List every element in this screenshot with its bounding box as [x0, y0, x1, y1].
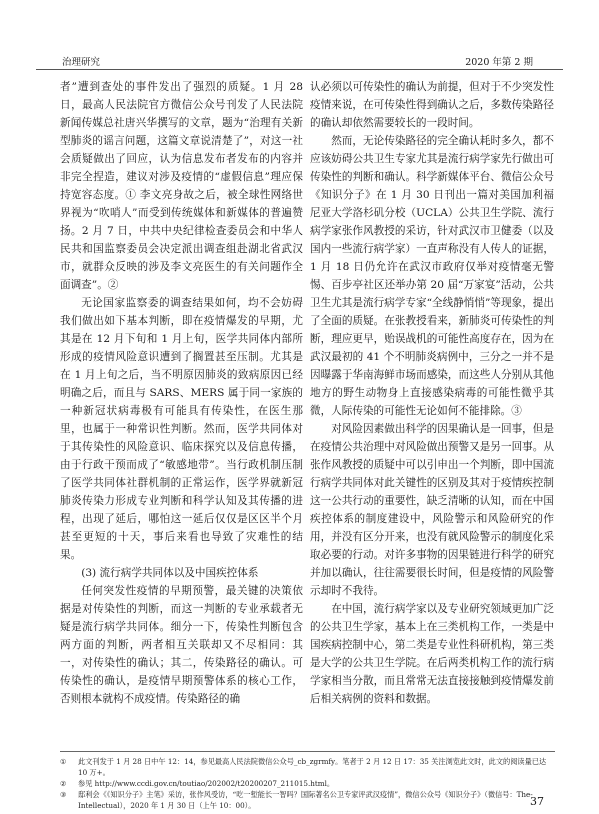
section-heading: (3) 流行病学共同体以及中国疾控体系 [81, 567, 259, 579]
paragraph: 对风险因素做出科学的因果确认是一回事，但是在疫情公共治理中对风险做出预警又是另一回事。从张作风教授的质疑中可以引申出一个判断，即中国流行病学共同体对此关键性的区别及其对于疫情疾控制这一公共行动的重要性，缺乏清晰的认知，而在中国疾控体系的制度建设中，风险警示和风险研究的作用，并没有区分开来，也没有就风险警示的制度化采取必要的行动。对许多事物的因果链进行科学的研究并加以确认，往往需要很长时间，但是疫情的风险警示却时不我待。 [310, 423, 554, 597]
right-column [310, 78, 554, 748]
footnote-text: 参见 http://www.ccdi.gov.cn/toutiao/202002/t20200207_211015.html。 [78, 779, 335, 788]
footnote-text: 此文刊发于 1 月 28 日中午 12：14，参见最高人民法院微信公众号_cb_zgrmfy。笔者于 2 月 12 日 17：35 关注浏览此文时，此文的阅读量已达 10 万+。 [78, 757, 547, 777]
footnote-2 [60, 778, 555, 789]
footnote-marker: ② [60, 779, 67, 788]
journal-name: 治理研究 [62, 57, 101, 68]
running-header [36, 51, 563, 70]
paragraph: 任何突发性疫情的早期预警，最关键的决策依据是对传染性的判断，而这一判断的专业承载者无疑是流行病学共同体。细分一下，传染性判断包含两方面的判断，两者相互关联却又不尽相同：其一，对传染性的确认；其二，传染路径的确认。可传染性的确认，是疫情早期预警体系的核心工作，否则根本就构不成疫情。传染路径的确 [60, 585, 303, 705]
paragraph: 在中国，流行病学家以及专业研究领域更加广泛的公共卫生学家，基本上在三类机构工作，一类是中国疾病控制中心，第二类是专业性科研机构，第三类是大学的公共卫生学院。在后两类机构工作的流行病学家相当分散，而且常常无法直接接触到疫情爆发前后相关病例的资料和数据。 [310, 603, 554, 705]
footnotes [60, 756, 555, 811]
footnote-1 [60, 756, 555, 778]
footnote-3 [60, 789, 555, 811]
footnote-text: 邸利会《《知识分子》主笔》采访，张作风受访，“吃一堑能长一智吗？国际著名公卫专家评武汉疫情”，微信公众号《知识分子》（微信号：The-Intellectual），2020 年 1 月 30 日（上午 10：00）。 [78, 790, 533, 810]
page-number: 37 [530, 795, 544, 808]
paragraph: 者”遭到查处的事件发出了强烈的质疑。1 月 28 日，最高人民法院官方微信公众号刊发了人民法院新闻传媒总社唐兴华撰写的文章，题为“治理有关新型肺炎的谣言问题，这篇文章说清楚了”，对这一社会质疑做出了回应，认为信息发布者发布的内容并非完全捏造，建议对涉及疫情的“虚假信息”理应保持宽容态度。① 李文亮身故之后，被全球性网络世界视为“吹哨人”而受到传统媒体和新媒体的普遍赞扬。2 月 7 日，中共中央纪律检查委员会和中华人民共和国监察委员会决定派出调查组赴湖北省武汉市，就群众反映的涉及李文亮医生的有关问题作全面调查”。② [60, 81, 303, 291]
left-column [60, 78, 303, 748]
footnote-marker: ① [60, 757, 67, 766]
issue-label: 2020 年第 2 期 [465, 57, 533, 68]
footnote-marker: ③ [60, 790, 67, 799]
paragraph: 无论国家监察委的调查结果如何，均不会妨碍我们做出如下基本判断，即在疫情爆发的早期，尤其是在 12 月下旬和 1 月上旬，医学共同体内部所形成的疫情风险意识遭到了搁置甚至压制。尤其是在 1 月上旬之后，当不明原因肺炎的致病原因已经明确之后，而且与 SARS、MERS 属于同一家族的一种新冠状病毒极有可能具有传染性，在医生那里，也属于一种常识性判断。然而，医学共同体对于其传染性的风险意识、临床探究以及信息传播，由于行政干预而成了“敏感地带”。当行政机制压制了医学共同体社群机制的正常运作，医学界就新冠肺炎传染力形成专业判断和科学认知及其传播的进程，出现了延后，哪怕这一延后仅仅是区区半个月甚至更短的十天，事后来看也导致了灾难性的结果。 [60, 297, 303, 561]
footnote-divider [60, 751, 555, 752]
paragraph: 然而，无论传染路径的完全确认耗时多久，都不应该妨碍公共卫生专家尤其是流行病学家先行做出可传染性的判断和确认。科学新媒体平台、微信公众号《知识分子》在 1 月 30 日刊出一篇对美国加利福尼亚大学洛杉矶分校（UCLA）公共卫生学院、流行病学家张作风教授的采访，针对武汉市卫健委（以及国内一些流行病学家）一直声称没有人传人的证据，1 月 18 日仍允许在武汉市政府仅举对疫情毫无警惕、百步亭社区还举办第 20 届“万家宴”活动，公共卫生尤其是流行病学专家“全线静悄悄”等现象，提出了全面的质疑。在张教授看来，新肺炎可传染性的判断，理应更早，贻误战机的可能性高度存在，因为在武汉最初的 41 个不明肺炎病例中，三分之一并不是因曝露于华南海鲜市场而感染，而这些人分别从其他地方的野生动物身上直接感染病毒的可能性微乎其微，人际传染的可能性无论如何不能排除。③ [310, 135, 554, 417]
paragraph: 认必须以可传染性的确认为前提，但对于不少突发性疫情来说，在可传染性得到确认之后，多数传染路径的确认却依然需要较长的一段时间。 [310, 81, 554, 129]
